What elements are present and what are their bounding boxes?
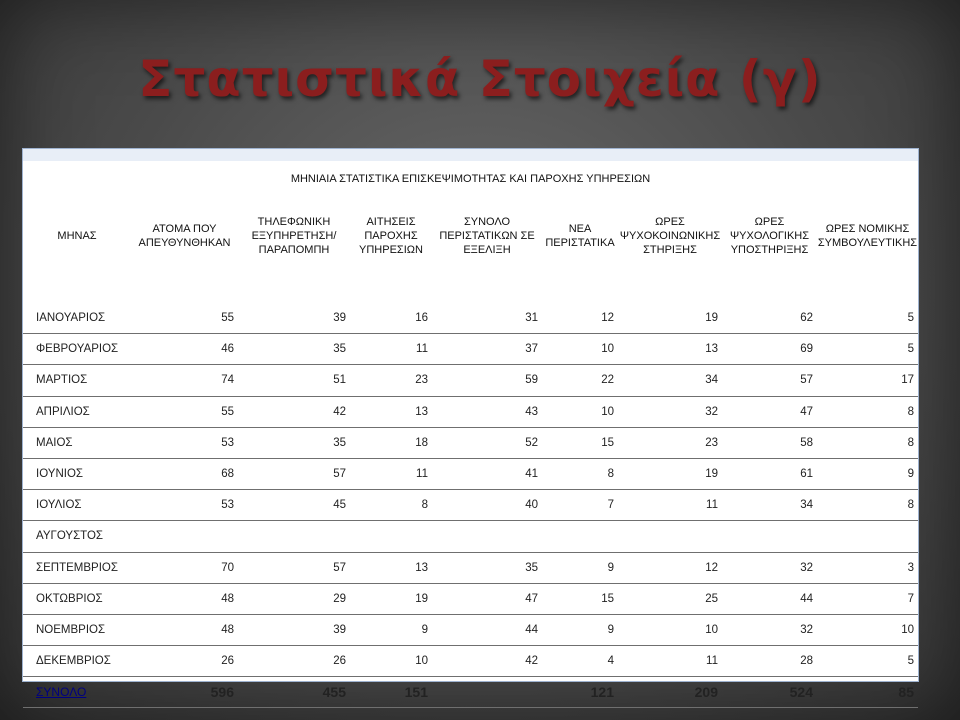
value-cell: 8 [350,490,432,521]
value-cell: 15 [542,583,618,614]
value-cell [432,521,542,552]
value-cell: 32 [618,396,722,427]
value-cell: 51 [238,365,350,396]
value-cell [350,521,432,552]
table-row [23,490,918,521]
value-cell: 26 [238,646,350,677]
table-row [23,458,918,489]
column-header: ΣΥΝΟΛΟ ΠΕΡΙΣΤΑΤΙΚΩΝ ΣΕ ΕΞΕΛΙΞΗ [439,216,535,256]
value-cell: 42 [238,396,350,427]
table-row [23,303,918,334]
table-row [23,583,918,614]
value-cell: 7 [542,490,618,521]
spacer-row [23,282,918,303]
value-cell: 25 [618,583,722,614]
table-row [23,396,918,427]
value-cell: 11 [350,334,432,365]
value-cell: 40 [432,490,542,521]
column-header: ΩΡΕΣ ΝΟΜΙΚΗΣ ΣΥΜΒΟΥΛΕΥΤΙΚΗΣ [817,223,918,249]
slide-title: Στατιστικά Στοιχεία (γ) [138,50,822,108]
value-cell: 57 [238,458,350,489]
table-row [23,365,918,396]
month-cell: ΣΕΠΤΕΜΒΡΙΟΣ [23,552,131,583]
spreadsheet-image [22,148,919,701]
value-cell: 59 [432,365,542,396]
value-cell: 9 [817,458,918,489]
total-value-cell: 455 [238,677,350,708]
value-cell: 48 [131,583,238,614]
value-cell: 13 [350,396,432,427]
value-cell: 39 [238,303,350,334]
column-header: ΩΡΕΣ ΨΥΧΟΛΟΓΙΚΗΣ ΥΠΟΣΤΗΡΙΞΗΣ [729,216,810,256]
value-cell: 46 [131,334,238,365]
column-header: ΑΤΟΜΑ ΠΟΥ ΑΠΕΥΘΥΝΘΗΚΑΝ [138,223,231,249]
table-body [23,303,918,708]
value-cell: 12 [618,552,722,583]
value-cell: 11 [618,646,722,677]
value-cell: 13 [618,334,722,365]
table-row [23,521,918,552]
total-value-cell [432,677,542,708]
month-cell: ΙΟΥΝΙΟΣ [23,458,131,489]
value-cell: 11 [618,490,722,521]
value-cell: 19 [618,303,722,334]
table-row [23,427,918,458]
value-cell: 74 [131,365,238,396]
month-cell: ΔΕΚΕΜΒΡΙΟΣ [23,646,131,677]
month-cell: ΙΑΝΟΥΑΡΙΟΣ [23,303,131,334]
table-row [23,614,918,645]
column-header: ΝΕΑ ΠΕΡΙΣΤΑΤΙΚΑ [545,223,615,249]
total-label: ΣΥΝΟΛΟ [23,677,131,708]
value-cell [722,521,817,552]
table-row [23,646,918,677]
value-cell: 62 [722,303,817,334]
value-cell: 52 [432,427,542,458]
value-cell: 61 [722,458,817,489]
column-header: ΜΗΝΑΣ [57,230,97,242]
month-cell: ΜΑΡΤΙΟΣ [23,365,131,396]
table-row [23,552,918,583]
value-cell: 28 [722,646,817,677]
value-cell: 10 [350,646,432,677]
value-cell: 44 [722,583,817,614]
value-cell: 55 [131,303,238,334]
month-cell: ΑΥΓΟΥΣΤΟΣ [23,521,131,552]
value-cell: 57 [722,365,817,396]
total-value-cell: 524 [722,677,817,708]
value-cell: 70 [131,552,238,583]
value-cell: 29 [238,583,350,614]
value-cell [131,521,238,552]
month-cell: ΜΑΙΟΣ [23,427,131,458]
value-cell: 22 [542,365,618,396]
value-cell: 19 [350,583,432,614]
value-cell: 9 [350,614,432,645]
value-cell: 5 [817,334,918,365]
value-cell: 47 [432,583,542,614]
value-cell: 32 [722,552,817,583]
month-cell: ΟΚΤΩΒΡΙΟΣ [23,583,131,614]
value-cell: 8 [542,458,618,489]
value-cell: 32 [722,614,817,645]
month-cell: ΝΟΕΜΒΡΙΟΣ [23,614,131,645]
value-cell: 26 [131,646,238,677]
value-cell: 8 [817,427,918,458]
header-row [23,191,918,282]
value-cell: 35 [432,552,542,583]
value-cell: 35 [238,334,350,365]
value-cell: 34 [618,365,722,396]
value-cell: 8 [817,490,918,521]
total-value-cell: 151 [350,677,432,708]
value-cell: 31 [432,303,542,334]
value-cell: 17 [817,365,918,396]
value-cell [542,521,618,552]
total-value-cell: 121 [542,677,618,708]
value-cell: 18 [350,427,432,458]
value-cell: 43 [432,396,542,427]
value-cell: 45 [238,490,350,521]
value-cell: 23 [618,427,722,458]
value-cell: 23 [350,365,432,396]
value-cell: 5 [817,646,918,677]
value-cell: 68 [131,458,238,489]
value-cell: 57 [238,552,350,583]
value-cell [817,521,918,552]
value-cell: 4 [542,646,618,677]
month-cell: ΑΠΡΙΛΙΟΣ [23,396,131,427]
value-cell: 8 [817,396,918,427]
value-cell: 10 [618,614,722,645]
value-cell: 55 [131,396,238,427]
value-cell: 12 [542,303,618,334]
value-cell: 39 [238,614,350,645]
value-cell: 41 [432,458,542,489]
value-cell: 10 [542,396,618,427]
column-header: ΤΗΛΕΦΩΝΙΚΗ ΕΞΥΠΗΡΕΤΗΣΗ/ ΠΑΡΑΠΟΜΠΗ [251,216,337,256]
value-cell: 53 [131,427,238,458]
value-cell: 9 [542,614,618,645]
value-cell: 47 [722,396,817,427]
value-cell: 58 [722,427,817,458]
value-cell: 11 [350,458,432,489]
value-cell: 48 [131,614,238,645]
value-cell: 15 [542,427,618,458]
value-cell [238,521,350,552]
value-cell: 69 [722,334,817,365]
sheet-top-band [23,149,918,161]
sheet-title: ΜΗΝΙΑΙΑ ΣΤΑΤΙΣΤΙΚΑ ΕΠΙΣΚΕΨΙΜΟΤΗΤΑΣ ΚΑΙ ΠΑΡΟΧΗΣ ΥΠΗΡΕΣΙΩΝ [290,173,651,185]
value-cell: 10 [817,614,918,645]
total-value-cell: 85 [817,677,918,708]
value-cell: 34 [722,490,817,521]
value-cell: 44 [432,614,542,645]
column-header: ΩΡΕΣ ΨΥΧΟΚΟΙΝΩΝΙΚΗΣ ΣΤΗΡΙΞΗΣ [619,216,721,256]
value-cell: 37 [432,334,542,365]
column-header: ΑΙΤΗΣΕΙΣ ΠΑΡΟΧΗΣ ΥΠΗΡΕΣΙΩΝ [359,216,423,256]
value-cell: 19 [618,458,722,489]
month-cell: ΦΕΒΡΟΥΑΡΙΟΣ [23,334,131,365]
value-cell: 13 [350,552,432,583]
month-cell: ΙΟΥΛΙΟΣ [23,490,131,521]
total-value-cell: 209 [618,677,722,708]
value-cell: 5 [817,303,918,334]
value-cell: 35 [238,427,350,458]
table-row [23,334,918,365]
value-cell: 16 [350,303,432,334]
total-value-cell: 596 [131,677,238,708]
value-cell: 10 [542,334,618,365]
value-cell [618,521,722,552]
value-cell: 7 [817,583,918,614]
total-row [23,677,918,708]
value-cell: 42 [432,646,542,677]
value-cell: 3 [817,552,918,583]
statistics-table [23,191,918,708]
value-cell: 9 [542,552,618,583]
value-cell: 53 [131,490,238,521]
